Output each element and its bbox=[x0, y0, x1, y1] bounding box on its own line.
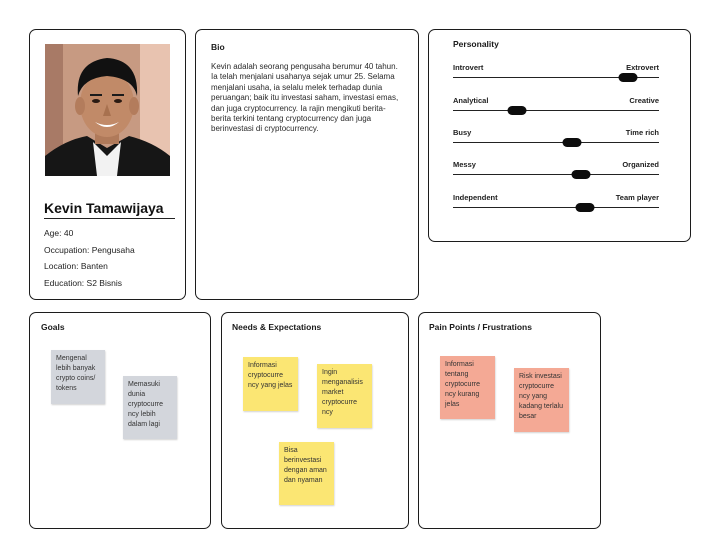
sticky-note[interactable]: Bisa berinvestasi dengan aman dan nyaman bbox=[279, 442, 334, 505]
profile-card bbox=[29, 29, 186, 300]
trait-right-label: Creative bbox=[629, 96, 659, 105]
needs-card bbox=[221, 312, 409, 529]
profile-photo bbox=[45, 44, 170, 176]
sticky-note[interactable]: Risk investasi cryptocurre ncy yang kadang terlalu besar bbox=[514, 368, 569, 432]
slider-knob[interactable] bbox=[575, 203, 594, 212]
trait-messy-organized bbox=[453, 160, 659, 180]
slider-track bbox=[453, 110, 659, 111]
pain-points-title: Pain Points / Frustrations bbox=[429, 322, 532, 332]
trait-left-label: Analytical bbox=[453, 96, 489, 105]
bio-card bbox=[195, 29, 419, 300]
trait-right-label: Team player bbox=[615, 193, 659, 202]
slider-knob[interactable] bbox=[563, 138, 582, 147]
education-field: Education: S2 Bisnis bbox=[44, 278, 122, 288]
sticky-note[interactable]: Ingin menganalisis market cryptocurre ncy bbox=[317, 364, 372, 428]
trait-right-label: Extrovert bbox=[626, 63, 659, 72]
goals-title: Goals bbox=[41, 322, 65, 332]
sticky-note[interactable]: Informasi cryptocurre ncy yang jelas bbox=[243, 357, 298, 411]
age-field: Age: 40 bbox=[44, 228, 74, 238]
bio-text: Kevin adalah seorang pengusaha berumur 40 tahun. Ia telah menjalani usahanya sejak umur 25. Selama menjalani usaha, ia selalu melek terhadap dunia peruangan; baik itu investasi saham, investasi emas, dan juga cryptocurrency. Ia rajin mengikuti berita-berita terkini tentang cryptocurrency dan juga berinvestasi di cryptocurrency. bbox=[211, 62, 399, 134]
persona-name: Kevin Tamawijaya bbox=[44, 200, 164, 216]
sticky-note[interactable]: Informasi tentang cryptocurre ncy kurang jelas bbox=[440, 356, 495, 419]
trait-independent-teamplayer bbox=[453, 193, 659, 213]
trait-busy-timerich bbox=[453, 128, 659, 148]
trait-left-label: Introvert bbox=[453, 63, 484, 72]
needs-title: Needs & Expectations bbox=[232, 322, 322, 332]
sticky-note[interactable]: Memasuki dunia cryptocurre ncy lebih dalam lagi bbox=[123, 376, 177, 439]
trait-introvert-extrovert bbox=[453, 63, 659, 83]
personality-title: Personality bbox=[453, 39, 499, 49]
location-field: Location: Banten bbox=[44, 261, 108, 271]
slider-knob[interactable] bbox=[619, 73, 638, 82]
sticky-note[interactable]: Mengenal lebih banyak crypto coins/ tokens bbox=[51, 350, 105, 404]
trait-right-label: Time rich bbox=[625, 128, 659, 137]
slider-track bbox=[453, 142, 659, 143]
slider-knob[interactable] bbox=[507, 106, 526, 115]
occupation-field: Occupation: Pengusaha bbox=[44, 245, 135, 255]
slider-track bbox=[453, 174, 659, 175]
portrait-image bbox=[45, 44, 170, 176]
trait-analytical-creative bbox=[453, 96, 659, 116]
pain-points-card bbox=[418, 312, 601, 529]
slider-knob[interactable] bbox=[571, 170, 590, 179]
bio-title: Bio bbox=[211, 42, 225, 52]
trait-right-label: Organized bbox=[622, 160, 659, 169]
slider-track bbox=[453, 207, 659, 208]
name-divider bbox=[44, 218, 175, 219]
trait-left-label: Independent bbox=[453, 193, 498, 202]
trait-left-label: Messy bbox=[453, 160, 476, 169]
personality-card bbox=[428, 29, 691, 242]
trait-left-label: Busy bbox=[453, 128, 472, 137]
goals-card bbox=[29, 312, 211, 529]
